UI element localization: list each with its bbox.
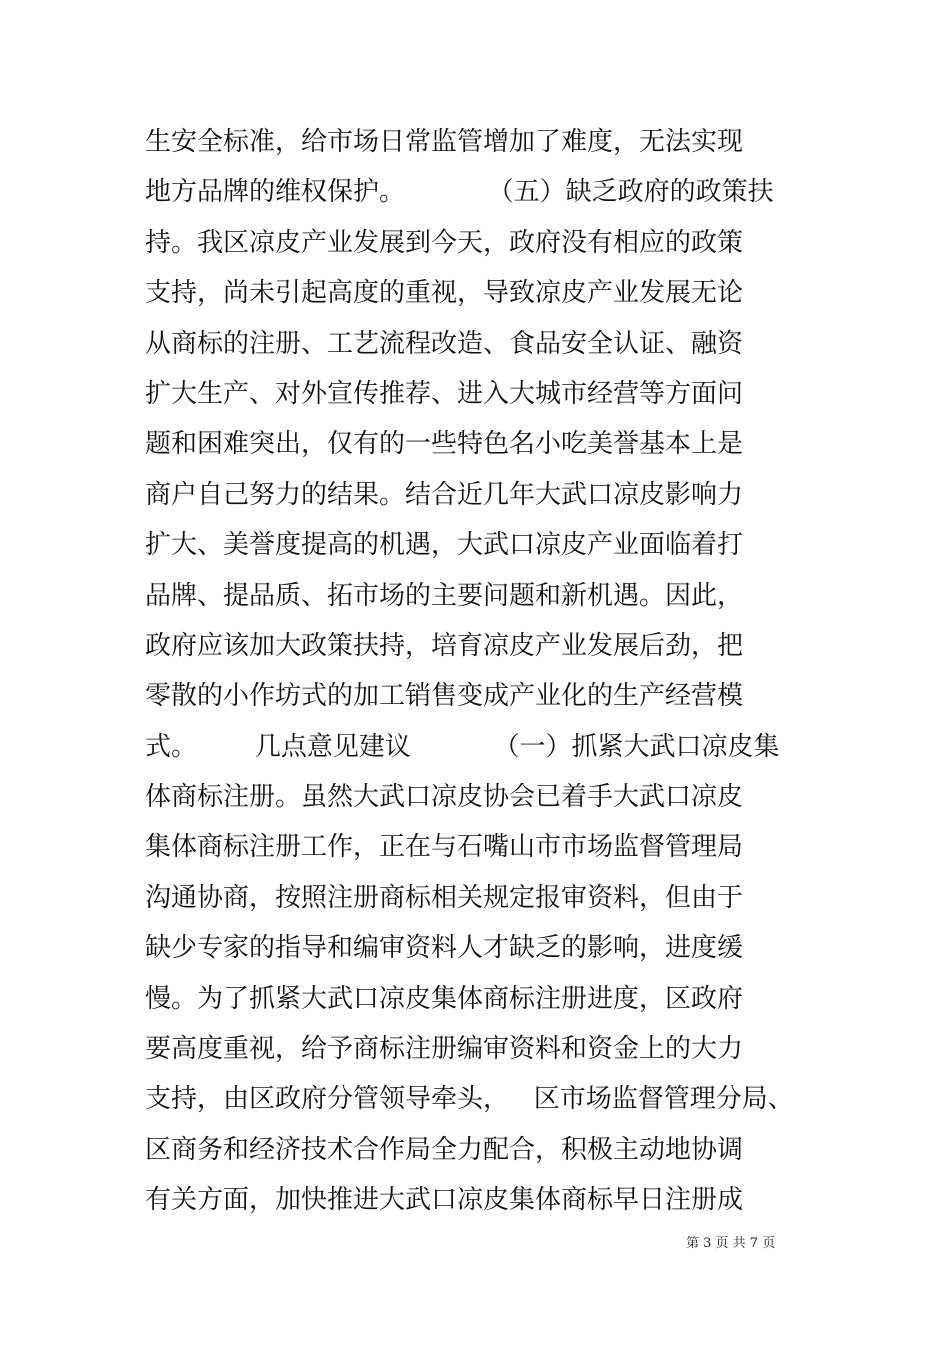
text-line: 零散的小作坊式的加工销售变成产业化的生产经营模	[145, 681, 744, 712]
text-line: 政府应该加大政策扶持，培育凉皮产业发展后劲，把	[145, 630, 744, 661]
text-line: 区商务和经济技术合作局全力配合，积极主动地协调	[145, 1134, 744, 1165]
text-line: 有关方面，加快推进大武口凉皮集体商标早日注册成	[145, 1185, 744, 1216]
text-line: 缺少专家的指导和编审资料人才缺乏的影响，进度缓	[145, 933, 744, 964]
text-line: 扩大、美誉度提高的机遇，大武口凉皮产业面临着打	[145, 530, 744, 561]
text-line: 慢。为了抓紧大武口凉皮集体商标注册进度，区政府	[145, 983, 744, 1014]
text-line: 品牌、提品质、拓市场的主要问题和新机遇。因此，	[145, 580, 744, 611]
page-number-footer: 第 3 页 共 7 页	[686, 1236, 776, 1251]
text-line: 要高度重视，给予商标注册编审资料和资金上的大力	[145, 1034, 744, 1065]
text-line: 集体商标注册工作，正在与石嘴山市市场监督管理局	[145, 832, 744, 863]
text-line: 体商标注册。虽然大武口凉皮协会已着手大武口凉皮	[145, 782, 744, 813]
text-line: 支持，尚未引起高度的重视，导致凉皮产业发展无论	[145, 278, 744, 309]
text-line: 式。 几点意见建议 （一）抓紧大武口凉皮集	[145, 731, 780, 762]
body-text	[145, 117, 805, 1226]
text-line: 从商标的注册、工艺流程改造、食品安全认证、融资	[145, 328, 744, 359]
text-line: 支持，由区政府分管领导牵头， 区市场监督管理分局、	[145, 1084, 794, 1115]
text-line: 扩大生产、对外宣传推荐、进入大城市经营等方面问	[145, 378, 744, 409]
text-line: 商户自己努力的结果。结合近几年大武口凉皮影响力	[145, 479, 744, 510]
text-line: 沟通协商，按照注册商标相关规定报审资料，但由于	[145, 882, 744, 913]
text-line: 题和困难突出，仅有的一些特色名小吃美誉基本上是	[145, 429, 744, 460]
text-line: 持。我区凉皮产业发展到今天，政府没有相应的政策	[145, 227, 744, 258]
text-line: 生安全标准，给市场日常监管增加了难度，无法实现	[145, 127, 744, 157]
text-line: 地方品牌的维权保护。 （五）缺乏政府的政策扶	[145, 177, 774, 208]
